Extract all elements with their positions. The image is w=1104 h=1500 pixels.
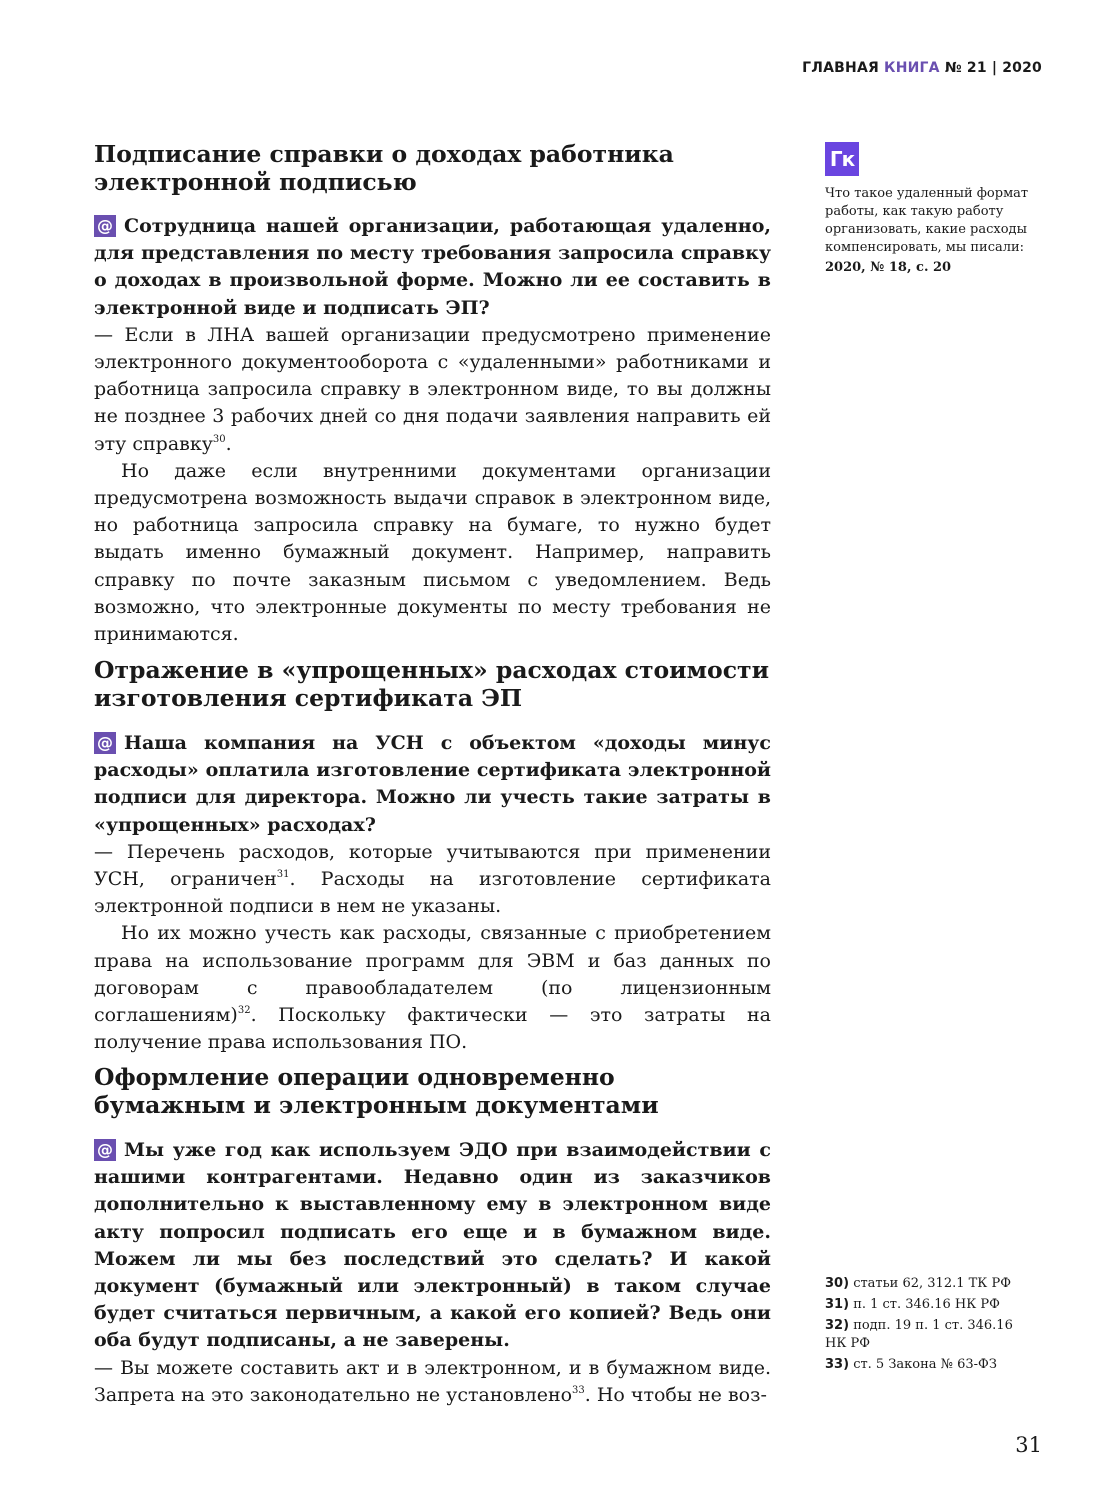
email-at-icon: @: [94, 215, 116, 237]
question: [94, 730, 771, 839]
paragraph: [94, 920, 771, 1056]
section-title: Отражение в «упрощенных» расходах стоимости изготовления сертификата ЭП: [94, 656, 769, 712]
footnotes: [825, 1275, 1025, 1377]
paragraph-text: . Поскольку фактически — это затраты на получение права использования ПО.: [94, 1004, 771, 1054]
email-at-icon: @: [94, 1139, 116, 1161]
answer-text: . Расходы на изготовление сертификата электронной подписи в нем не указаны.: [94, 868, 771, 918]
page-number: 31: [1015, 1433, 1042, 1457]
brand-name: ГЛАВНАЯ: [802, 60, 879, 76]
footnote-ref: 31: [276, 869, 290, 881]
running-header: [802, 60, 1042, 76]
section-title: Оформление операции одновременно бумажным и электронным документами: [94, 1063, 659, 1119]
answer-text: .: [225, 432, 232, 455]
issue-number: № 21 | 2020: [944, 60, 1042, 76]
sidebar-reference[interactable]: 2020, № 18, с. 20: [825, 260, 952, 275]
question: [94, 213, 771, 322]
footnote-ref: 30: [212, 433, 226, 445]
footnote-number: 31): [825, 1297, 850, 1312]
answer-text: — Вы можете составить акт и в электронном, и в бумажном виде. Запрета на это законодательно не установлено: [94, 1356, 771, 1406]
answer: [94, 1355, 771, 1409]
answer-text: — Если в ЛНА вашей организации предусмотрено применение электронного документооборота с «удаленными» работниками и работница запросила справку в электронном виде, то вы должны не позднее 3 рабочих дней со дня подачи заявления направить ей эту справку: [94, 323, 771, 455]
question-text: Наша компания на УСН с объектом «доходы минус расходы» оплатила изготовление сертификата электронной подписи для директора. Можно ли учесть такие затраты в «упрощенных» расходах?: [94, 732, 771, 836]
footnote-ref: 33: [572, 1384, 585, 1396]
answer: [94, 839, 771, 921]
footnote-number: 32): [825, 1318, 850, 1333]
sidebar-note: [825, 185, 1045, 277]
section-2: [94, 656, 771, 1056]
section-1: [94, 140, 771, 648]
sidebar-text: Что такое удаленный формат работы, как такую работу организовать, какие расходы компенсировать, мы писали:: [825, 186, 1029, 255]
answer-text: — Перечень расходов, которые учитываются при применении УСН, ограничен: [94, 840, 771, 891]
footnote-number: 30): [825, 1276, 850, 1291]
footnote-text: статьи 62, 312.1 ТК РФ: [853, 1276, 1012, 1291]
question-text: Сотрудница нашей организации, работающая удаленно, для представления по месту требования запросила справку о доходах в произвольной форме. Можно ли ее составить в электронной виде и подписать ЭП?: [94, 215, 771, 319]
paragraph-text: Но их можно учесть как расходы, связанные с приобретением права на использование программ для ЭВМ и баз данных по договорам с правообладателем (по лицензионным соглашениям): [94, 922, 771, 1027]
footnote: [825, 1356, 1025, 1374]
brand-accent: КНИГА: [884, 60, 940, 76]
footnote-text: ст. 5 Закона № 63-ФЗ: [853, 1357, 997, 1372]
question: [94, 1137, 771, 1355]
footnote: [825, 1317, 1025, 1353]
section-3: [94, 1063, 771, 1409]
answer-text: . Но чтобы не воз-: [584, 1383, 767, 1406]
section-title: Подписание справки о доходах работника электронной подписью: [94, 140, 674, 196]
paragraph: Но даже если внутренними документами организации предусмотрена возможность выдачи справок в электронном виде, но работница запросила справку на бумаге, то нужно будет выдать именно бумажный документ. Например, направить справку по почте заказным письмом с уведомлением. Ведь возможно, что электронные документы по месту требования не принимаются.: [94, 459, 771, 646]
footnote-ref: 32: [237, 1005, 251, 1017]
footnote: [825, 1296, 1025, 1314]
footnote-text: п. 1 ст. 346.16 НК РФ: [853, 1297, 1000, 1312]
email-at-icon: @: [94, 732, 116, 754]
footnote-text: подп. 19 п. 1 ст. 346.16 НК РФ: [825, 1318, 1013, 1351]
answer: [94, 322, 771, 458]
gk-logo-icon: Гк: [825, 142, 859, 176]
footnote: [825, 1275, 1025, 1293]
footnote-number: 33): [825, 1357, 850, 1372]
question-text: Мы уже год как используем ЭДО при взаимодействии с нашими контрагентами. Недавно один из заказчиков дополнительно к выставленному ему в электронном виде акту попросил подписать его еще и в бумажном виде. Можем ли мы без последствий это сделать? И какой документ (бумажный или электронный) в таком случае будет считаться первичным, а какой его копией? Ведь они оба будут подписаны, а не заверены.: [94, 1139, 771, 1352]
